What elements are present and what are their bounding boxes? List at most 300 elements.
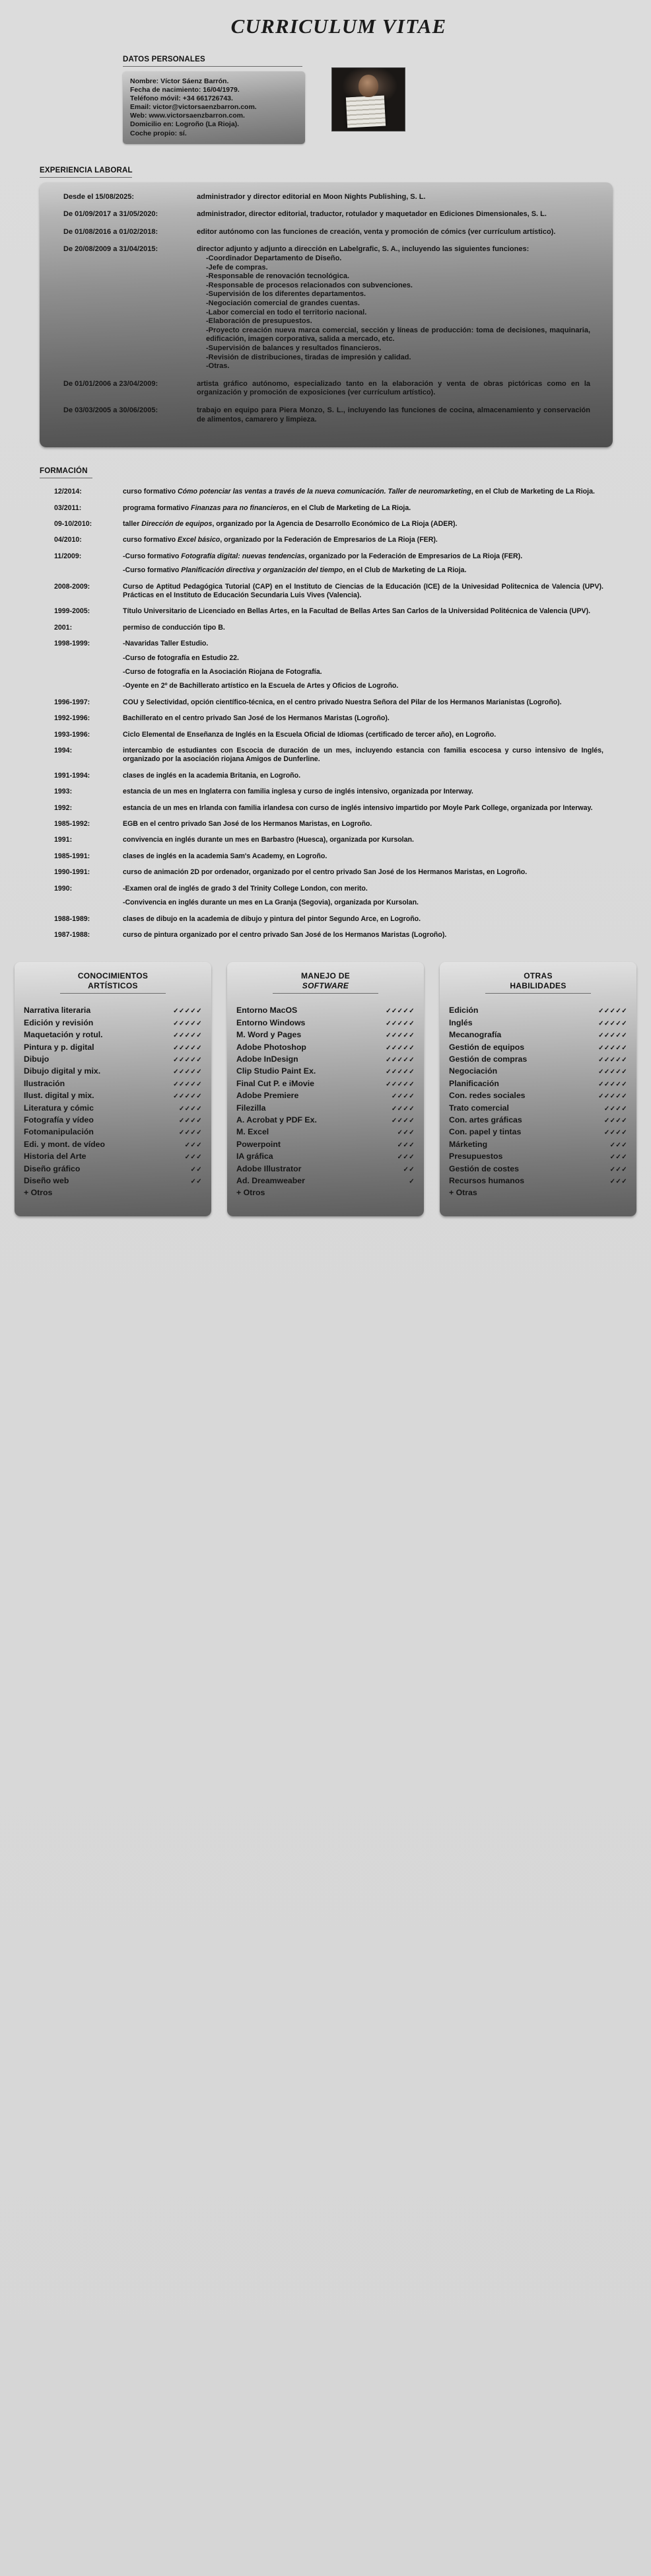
skill-name: Adobe Photoshop — [236, 1042, 306, 1052]
personal-data-line: Web: www.victorsaenzbarron.com. — [130, 112, 245, 120]
education-row — [54, 536, 613, 544]
skill-name: Con. papel y tintas — [449, 1127, 522, 1137]
skill-more-label: + Otros — [24, 1188, 53, 1198]
skill-name: M. Word y Pages — [236, 1030, 302, 1040]
experience-row — [57, 245, 596, 371]
skill-name: Gestión de equipos — [449, 1042, 525, 1052]
skill-name: A. Acrobat y PDF Ex. — [236, 1115, 317, 1124]
experience-row — [57, 193, 596, 202]
skill-rating-checkmarks: ✓✓✓✓ — [391, 1093, 415, 1101]
education-text: , en el Club de Marketing de La Rioja. — [343, 566, 467, 575]
skill-name: Historia del Arte — [24, 1152, 86, 1161]
education-date: 1993-1996: — [54, 730, 90, 739]
education-text: clases de inglés en la academia Britania, en Logroño. — [123, 771, 301, 780]
education-text: , organizado por la Federación de Empresarios de La Rioja (FER). — [220, 536, 438, 544]
experience-section — [0, 164, 651, 447]
education-text: curso de animación 2D por ordenador, organizado por el centro privado San José de los Hermanos Maristas, en Logroño. — [123, 868, 528, 877]
education-row — [54, 868, 613, 877]
education-date: 1990-1991: — [54, 868, 90, 877]
skill-rating-checkmarks: ✓✓✓✓✓ — [598, 1032, 627, 1040]
skill-name: Negociación — [449, 1066, 498, 1076]
skill-name: Trato comercial — [449, 1103, 509, 1113]
skill-rating-checkmarks: ✓✓✓ — [184, 1154, 202, 1161]
skill-row — [449, 1103, 627, 1115]
experience-description — [197, 193, 596, 202]
experience-row — [57, 380, 596, 398]
skill-row — [24, 1066, 202, 1078]
education-row — [54, 583, 613, 601]
education-text: , en el Club de Marketing de La Rioja. — [471, 488, 595, 496]
skill-name: Edición — [449, 1006, 479, 1015]
education-text: curso de pintura organizado por el centro privado San José de los Hermanos Maristas (Logroño). — [123, 930, 447, 939]
skill-column-heading — [24, 971, 202, 991]
skill-row — [24, 1115, 202, 1126]
skill-row — [449, 1017, 627, 1029]
experience-bullet: -Supervisión de balances y resultados financieros. — [206, 344, 382, 352]
experience-description-text: editor autónomo con las funciones de creación, venta y promoción de cómics (ver currículum artístico). — [197, 227, 556, 236]
skill-rating-checkmarks: ✓✓✓ — [609, 1165, 627, 1173]
skill-row — [236, 1139, 415, 1151]
education-description — [123, 536, 613, 544]
skill-name: Edición y revisión — [24, 1017, 94, 1027]
skill-row — [24, 1054, 202, 1066]
education-row — [54, 607, 613, 616]
skill-name: IA gráfica — [236, 1152, 273, 1161]
skill-column-heading — [449, 971, 627, 991]
skill-heading-line1: MANEJO DE — [300, 971, 351, 981]
education-description — [123, 520, 613, 529]
skill-name: Inglés — [449, 1017, 473, 1027]
education-description — [123, 552, 613, 575]
skill-heading-line2: HABILIDADES — [510, 981, 566, 991]
education-text: intercambio de estudiantes con Escocia de duración de un mes, incluyendo estancia con familia escocesa y curso intensivo de Inglés, organizado por la asociación riojana Amigos de Dunferline. — [123, 747, 603, 764]
skill-rating-checkmarks: ✓✓✓ — [397, 1141, 415, 1149]
education-description — [123, 788, 613, 796]
heading-rule — [485, 993, 591, 994]
skill-name: Edi. y mont. de vídeo — [24, 1139, 105, 1149]
education-row — [54, 731, 613, 739]
education-date: 1988-1989: — [54, 914, 90, 923]
education-text: -Navaridas Taller Estudio. — [123, 640, 209, 648]
education-row — [54, 520, 613, 529]
education-row — [54, 772, 613, 780]
education-list — [40, 488, 613, 939]
skill-name: Filezilla — [236, 1103, 266, 1113]
education-text: convivencia en inglés durante un mes en Barbastro (Huesca), organizada por Kursolan. — [123, 836, 414, 844]
skill-row — [449, 1175, 627, 1187]
skill-name: Gestión de compras — [449, 1054, 528, 1064]
education-description-extra — [123, 654, 603, 663]
skill-heading-line2: ARTÍSTICOS — [88, 981, 138, 991]
skill-row — [236, 1078, 415, 1090]
skill-name: Fotografía y vídeo — [24, 1115, 94, 1124]
skill-rating-checkmarks: ✓✓✓✓ — [603, 1117, 627, 1124]
education-text: Título Universitario de Licenciado en Bellas Artes, en la Facultad de Bellas Artes San Carlos de la Universidad Politécnica de Valencia (UPV). — [123, 607, 591, 616]
skill-rating-checkmarks: ✓✓✓✓✓ — [598, 1080, 627, 1088]
education-description — [123, 488, 613, 496]
education-description — [123, 820, 613, 828]
education-text: -Curso de fotografía en Estudio 22. — [123, 653, 239, 662]
education-description — [123, 607, 613, 616]
personal-data-heading: DATOS PERSONALES — [123, 55, 205, 63]
skill-rating-checkmarks: ✓✓✓✓✓ — [386, 1008, 415, 1015]
skill-rating-checkmarks: ✓✓✓ — [609, 1154, 627, 1161]
education-description — [123, 624, 613, 632]
personal-data-line: Domicilio en: Logroño (La Rioja). — [130, 120, 240, 129]
education-text: Bachillerato en el centro privado San José de los Hermanos Maristas (Logroño). — [123, 714, 390, 723]
portrait-photo — [331, 67, 405, 131]
skill-name: Márketing — [449, 1139, 488, 1149]
education-text: , organizado por la Federación de Empresarios de La Rioja (FER). — [304, 552, 523, 560]
skill-rating-checkmarks: ✓✓✓ — [397, 1154, 415, 1161]
experience-heading: EXPERIENCIA LABORAL — [40, 166, 133, 174]
skill-name: Dibujo — [24, 1054, 50, 1064]
skill-row — [449, 1066, 627, 1078]
education-date: 1985-1991: — [54, 852, 90, 860]
skill-name: Entorno Windows — [236, 1017, 306, 1027]
education-row — [54, 915, 613, 924]
skill-rating-checkmarks: ✓✓✓✓✓ — [598, 1008, 627, 1015]
education-description — [123, 931, 613, 939]
experience-bullet: -Supervisión de los diferentes departamentos. — [206, 290, 366, 299]
skill-name: Diseño web — [24, 1176, 69, 1185]
education-description — [123, 714, 613, 723]
personal-data-box — [123, 71, 305, 144]
skill-name: Fotomanipulación — [24, 1127, 94, 1137]
skill-row — [236, 1175, 415, 1187]
education-date: 1994: — [54, 747, 73, 755]
skill-row — [449, 1029, 627, 1041]
education-row — [54, 804, 613, 813]
skill-name: Entorno MacOS — [236, 1006, 298, 1015]
education-date: 1990: — [54, 884, 73, 893]
experience-date: Desde el 15/08/2025: — [63, 192, 135, 201]
skill-row — [236, 1029, 415, 1041]
education-row — [54, 488, 613, 496]
skill-row — [236, 1103, 415, 1115]
skill-rating-checkmarks: ✓✓✓✓✓ — [173, 1032, 202, 1040]
education-date: 1991-1994: — [54, 771, 90, 780]
skill-rating-checkmarks: ✓✓✓✓✓ — [598, 1044, 627, 1052]
skill-row — [449, 1042, 627, 1054]
experience-description-text: artista gráfico autónomo, especializado tanto en la elaboración y venta de obras pictóricas como en la organización y promoción de exposiciones (ver currículum artístico). — [197, 379, 590, 397]
education-text: -Curso formativo — [123, 566, 182, 575]
education-title-italic: Excel básico — [178, 536, 221, 544]
skill-row — [236, 1163, 415, 1175]
education-date: 1992: — [54, 803, 73, 812]
personal-data-section — [0, 53, 651, 144]
skill-rating-checkmarks: ✓✓✓✓✓ — [386, 1068, 415, 1076]
skill-column — [227, 962, 424, 1216]
skill-row — [236, 1126, 415, 1138]
heading-rule — [60, 993, 166, 994]
education-description — [123, 731, 613, 739]
skill-name: Clip Studio Paint Ex. — [236, 1066, 316, 1076]
skill-name: Final Cut P. e iMovie — [236, 1078, 314, 1088]
skill-rating-checkmarks: ✓✓✓✓✓ — [598, 1068, 627, 1076]
skill-name: Gestión de costes — [449, 1163, 519, 1173]
education-text: taller — [123, 519, 142, 528]
skill-rating-checkmarks: ✓✓✓✓ — [178, 1117, 202, 1124]
skill-name: Narrativa literaria — [24, 1006, 91, 1015]
skill-rating-checkmarks: ✓✓✓ — [609, 1141, 627, 1149]
skill-rating-checkmarks: ✓✓✓✓ — [603, 1105, 627, 1113]
education-row — [54, 698, 613, 707]
skill-column-heading — [236, 971, 415, 991]
skill-rating-checkmarks: ✓✓✓✓✓ — [386, 1032, 415, 1040]
education-row — [54, 552, 613, 575]
education-text: -Convivencia en inglés durante un mes en La Granja (Segovia), organizada por Kursolan. — [123, 899, 419, 907]
skill-name: Con. redes sociales — [449, 1091, 526, 1101]
skill-row — [236, 1066, 415, 1078]
books-stack — [346, 96, 386, 128]
education-date: 2001: — [54, 623, 73, 632]
skill-rating-checkmarks: ✓✓ — [190, 1178, 202, 1185]
skill-row — [449, 1163, 627, 1175]
person-head — [359, 75, 378, 97]
skill-row — [24, 1151, 202, 1163]
skills-section — [0, 962, 651, 1236]
skill-rating-checkmarks: ✓✓✓✓✓ — [173, 1093, 202, 1101]
experience-bullet: -Otras. — [206, 362, 230, 371]
education-title-italic: Fotografía digital: nuevas tendencias — [181, 552, 305, 560]
education-text: COU y Selectividad, opción científico-técnica, en el centro privado Nuestra Señora del Pilar de los Hermanos Marianistas (Logroño). — [123, 698, 562, 706]
education-row — [54, 836, 613, 844]
skill-name: Maquetación y rotul. — [24, 1030, 103, 1040]
education-text: -Curso de fotografía en la Asociación Riojana de Fotografía. — [123, 668, 322, 676]
skill-rating-checkmarks: ✓✓✓✓✓ — [173, 1008, 202, 1015]
education-text: curso formativo — [123, 536, 178, 544]
skill-row — [24, 1139, 202, 1151]
education-description — [123, 698, 613, 707]
experience-date: De 01/08/2016 a 01/02/2018: — [63, 227, 158, 236]
experience-description-text: administrador y director editorial en Moon Nights Publishing, S. L. — [197, 192, 426, 201]
education-title-italic: Planificación directiva y organización del tiempo — [181, 566, 343, 575]
skill-rating-checkmarks: ✓✓✓✓✓ — [598, 1019, 627, 1027]
skill-more-label: + Otras — [449, 1188, 477, 1198]
education-text: -Examen oral de inglés de grado 3 del Trinity College London, con merito. — [123, 884, 368, 893]
experience-bullet: -Revisión de distribuciones, tiradas de impresión y calidad. — [206, 353, 411, 361]
personal-data-line: Teléfono móvil: +34 661726743. — [130, 94, 233, 103]
skill-name: Diseño gráfico — [24, 1163, 81, 1173]
education-date: 04/2010: — [54, 536, 82, 544]
education-date: 1992-1996: — [54, 714, 90, 723]
skill-rating-checkmarks: ✓✓✓✓✓ — [386, 1056, 415, 1064]
education-date: 1985-1992: — [54, 820, 90, 828]
education-date: 1999-2005: — [54, 607, 90, 616]
education-description — [123, 747, 613, 764]
experience-description — [197, 210, 596, 219]
education-text: -Oyente en 2º de Bachillerato artístico en la Escuela de Artes y Oficios de Logroño. — [123, 682, 399, 690]
education-text: permiso de conducción tipo B. — [123, 623, 225, 632]
skill-rating-checkmarks: ✓✓✓ — [609, 1178, 627, 1185]
skill-row — [449, 1005, 627, 1017]
education-row — [54, 640, 613, 691]
education-date: 1991: — [54, 836, 73, 844]
experience-box — [40, 182, 613, 447]
skill-rating-checkmarks: ✓✓✓✓✓ — [386, 1080, 415, 1088]
skill-row — [236, 1005, 415, 1017]
education-row — [54, 714, 613, 723]
skill-name: Dibujo digital y mix. — [24, 1066, 101, 1076]
skill-rating-checkmarks: ✓✓✓✓✓ — [173, 1044, 202, 1052]
skill-column — [15, 962, 211, 1216]
skill-rating-checkmarks: ✓✓✓✓✓ — [386, 1019, 415, 1027]
education-description — [123, 915, 613, 924]
skill-name: Presupuestos — [449, 1152, 503, 1161]
page-title: CURRICULUM VITAE — [230, 15, 447, 38]
experience-row — [57, 228, 596, 237]
experience-bullet: -Responsable de renovación tecnológica. — [206, 272, 349, 281]
skill-row — [24, 1029, 202, 1041]
experience-bullet: -Jefe de compras. — [206, 263, 268, 272]
education-description-extra — [123, 668, 603, 677]
skill-rating-checkmarks: ✓✓✓✓✓ — [598, 1093, 627, 1101]
skill-row — [24, 1042, 202, 1054]
skill-rating-checkmarks: ✓✓✓✓✓ — [173, 1068, 202, 1076]
skill-rating-checkmarks: ✓✓✓ — [397, 1129, 415, 1137]
skill-row — [449, 1126, 627, 1138]
education-date: 09-10/2010: — [54, 519, 92, 528]
education-row — [54, 885, 613, 908]
skill-row — [449, 1054, 627, 1066]
experience-date: De 01/09/2017 a 31/05/2020: — [63, 210, 158, 219]
education-description-extra — [123, 899, 603, 907]
skill-more-label: + Otros — [236, 1188, 265, 1198]
skill-name: M. Excel — [236, 1127, 269, 1137]
skill-name: Adobe InDesign — [236, 1054, 298, 1064]
education-date: 11/2009: — [54, 552, 82, 560]
education-description — [123, 852, 613, 861]
skill-rating-checkmarks: ✓✓✓✓ — [391, 1105, 415, 1113]
education-section — [0, 464, 651, 939]
education-row — [54, 747, 613, 764]
education-row — [54, 504, 613, 513]
education-title-italic: Finanzas para no financieros — [191, 503, 288, 512]
experience-date: De 20/08/2009 a 31/04/2015: — [63, 245, 158, 254]
experience-bullet: -Responsable de procesos relacionados con subvenciones. — [206, 281, 413, 289]
experience-bullet: -Labor comercial en todo el territorio nacional. — [206, 308, 367, 316]
education-row — [54, 624, 613, 632]
education-description — [123, 885, 613, 908]
education-description — [123, 504, 613, 513]
skill-column — [440, 962, 636, 1216]
personal-data-line: Coche propio: sí. — [130, 129, 187, 137]
skill-row — [24, 1017, 202, 1029]
experience-date: De 03/03/2005 a 30/06/2005: — [63, 406, 158, 414]
experience-description-text: director adjunto y adjunto a dirección en Labelgrafic, S. A., incluyendo las siguientes funciones: — [197, 245, 530, 254]
skill-row — [449, 1115, 627, 1126]
education-text: clases de dibujo en la academia de dibujo y pintura del pintor Segundo Arce, en Logroño. — [123, 914, 421, 923]
personal-data-line: Nombre: Víctor Sáenz Barrón. — [130, 77, 229, 85]
education-row — [54, 820, 613, 828]
skill-row — [449, 1139, 627, 1151]
education-date: 1996-1997: — [54, 698, 90, 706]
experience-description — [197, 245, 596, 371]
experience-description-text: administrador, director editorial, traductor, rotulador y maquetador en Ediciones Dimensionales, S. L. — [197, 210, 547, 219]
education-text: Curso de Aptitud Pedagógica Tutorial (CAP) en el Instituto de Ciencias de la Educación (ICE) de la Univesidad Politecnica de Valencia (UPV). Prácticas en el Instituto de Educación Secundaria Luis Vives (Valencia). — [123, 582, 603, 599]
skill-row — [24, 1175, 202, 1187]
skill-row — [24, 1103, 202, 1115]
education-row — [54, 931, 613, 939]
experience-row — [57, 210, 596, 219]
education-title-italic: Cómo potenciar las ventas a través de la nueva comunicación. Taller de neuromarketing — [178, 488, 471, 496]
heading-rule — [273, 993, 378, 994]
skill-row — [24, 1078, 202, 1090]
skill-row — [236, 1151, 415, 1163]
skill-row — [236, 1115, 415, 1126]
education-date: 03/2011: — [54, 503, 82, 512]
heading-rule — [123, 66, 302, 67]
experience-date: De 01/01/2006 a 23/04/2009: — [63, 379, 158, 388]
education-date: 12/2014: — [54, 488, 82, 496]
education-text: clases de inglés en la academia Sam's Academy, en Logroño. — [123, 852, 327, 860]
education-description — [123, 640, 613, 691]
personal-data-line: Email: victor@victorsaenzbarron.com. — [130, 103, 257, 112]
education-description — [123, 583, 613, 601]
experience-description — [197, 380, 596, 398]
experience-bullet: -Elaboración de presupuestos. — [206, 317, 312, 326]
skill-row — [236, 1090, 415, 1102]
education-description-extra — [123, 682, 603, 690]
skill-rating-checkmarks: ✓✓✓✓ — [178, 1105, 202, 1113]
skill-rating-checkmarks: ✓ — [409, 1178, 415, 1185]
skill-name: Recursos humanos — [449, 1176, 525, 1185]
skill-name: Literatura y cómic — [24, 1103, 94, 1113]
skill-row — [449, 1090, 627, 1102]
skill-rating-checkmarks: ✓✓✓✓ — [603, 1129, 627, 1137]
education-description — [123, 836, 613, 844]
skill-heading-line1: OTRAS — [524, 971, 553, 981]
skill-name: Ilustración — [24, 1078, 65, 1088]
education-text: , en el Club de Marketing de La Rioja. — [287, 503, 411, 512]
skill-row — [449, 1151, 627, 1163]
skill-heading-line1: CONOCIMIENTOS — [77, 971, 149, 981]
skill-name: Ilust. digital y mix. — [24, 1091, 94, 1101]
skill-rating-checkmarks: ✓✓✓✓✓ — [173, 1080, 202, 1088]
education-date: 1987-1988: — [54, 930, 90, 939]
personal-data-line: Fecha de nacimiento: 16/04/1979. — [130, 86, 240, 94]
education-row — [54, 788, 613, 796]
skill-row — [236, 1042, 415, 1054]
skill-row — [24, 1005, 202, 1017]
education-text: EGB en el centro privado San José de los Hermanos Maristas, en Logroño. — [123, 820, 372, 828]
skill-row — [236, 1017, 415, 1029]
skill-rating-checkmarks: ✓✓✓✓✓ — [173, 1056, 202, 1064]
skill-name: Con. artes gráficas — [449, 1115, 522, 1124]
education-description — [123, 868, 613, 877]
experience-description — [197, 228, 596, 237]
skill-rating-checkmarks: ✓✓✓✓ — [391, 1117, 415, 1124]
education-text: -Curso formativo — [123, 552, 182, 560]
skill-name: Ad. Dreamweaber — [236, 1176, 305, 1185]
education-text: curso formativo — [123, 488, 178, 496]
education-description — [123, 772, 613, 780]
skill-rating-checkmarks: ✓✓ — [403, 1165, 415, 1173]
skill-row — [236, 1054, 415, 1066]
heading-rule — [40, 177, 132, 178]
skill-rating-checkmarks: ✓✓✓✓✓ — [386, 1044, 415, 1052]
skill-heading-line2: SOFTWARE — [302, 981, 349, 991]
skill-rating-checkmarks: ✓✓✓ — [184, 1141, 202, 1149]
skill-rating-checkmarks: ✓✓✓✓ — [178, 1129, 202, 1137]
skill-rating-checkmarks: ✓✓ — [190, 1165, 202, 1173]
skill-row — [449, 1078, 627, 1090]
experience-row — [57, 406, 596, 424]
education-text: Ciclo Elemental de Enseñanza de Inglés en la Escuela Oficial de Idiomas (certificado de tercer año), en Logroño. — [123, 730, 497, 739]
skill-rating-checkmarks: ✓✓✓✓✓ — [173, 1019, 202, 1027]
skill-row — [24, 1163, 202, 1175]
